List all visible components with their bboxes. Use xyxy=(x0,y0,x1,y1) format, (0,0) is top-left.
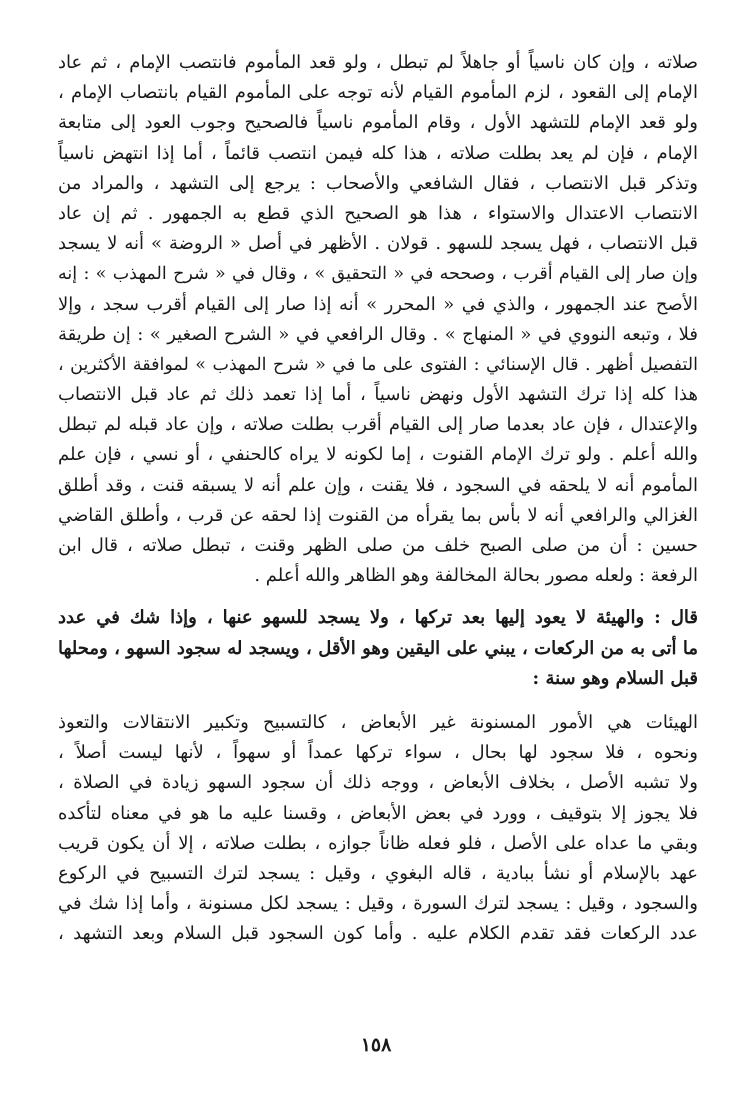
paragraph-commentary-2 xyxy=(58,708,698,950)
text-line: فلا يجوز إلا بتوقيف ، وورد في بعض الأبعاض ، وقسنا عليه ما هو في معناه لتأكده xyxy=(58,802,698,824)
text-line: هذا كله إذا ترك التشهد الأول ونهض ناسياً ، أما إذا تعمد ذلك ثم عاد قبل الانتصاب xyxy=(58,384,698,406)
page-number: ١٥٨ xyxy=(360,1034,392,1056)
text-line: الرفعة : ولعله مصور بحالة المخالفة وهو الظاهر والله أعلم . xyxy=(254,565,698,587)
text-line: وتذكر قبل الانتصاب ، فقال الشافعي والأصحاب : يرجع إلى التشهد ، والمراد من xyxy=(58,172,698,194)
text-line: الإمام ، فإن لم يعد بطلت صلاته ، هذا كله فيمن انتصب قائماً ، أما إذا انتهض ناسياً xyxy=(58,142,698,164)
text-line: قبل الانتصاب ، فهل يسجد للسهو . قولان . الأظهر في أصل « الروضة » أنه لا يسجد xyxy=(58,233,698,255)
text-line: ولا تشبه الأصل ، بخلاف الأبعاض ، ووجه ذلك أن سجود السهو زيادة في الصلاة ، xyxy=(58,772,698,794)
text-line: الإمام إلى القعود ، لزم المأموم القيام لأنه توجه على المأموم القيام بانتصاب الإمام ، xyxy=(58,82,698,104)
paragraph-matn xyxy=(58,603,698,694)
text-line: ونحوه ، فلا سجود لها بحال ، سواء تركها عمداً أو سهواً ، لأنها ليست أصلاً ، xyxy=(58,742,698,764)
text-line: قال : والهيئة لا يعود إليها بعد تركها ، ولا يسجد للسهو عنها ، وإذا شك في عدد xyxy=(58,607,698,629)
text-line: التفصيل أظهر . قال الإسنائي : الفتوى على ما في « شرح المهذب » لموافقة الأكثرين ، xyxy=(58,354,698,375)
text-line: عدد الركعات فقد تقدم الكلام عليه . وأما كون السجود قبل السلام وبعد التشهد ، xyxy=(58,923,698,945)
text-line: حسين : أن من صلى الصبح خلف من صلى الظهر وقنت ، تبطل صلاته ، قال ابن xyxy=(58,535,698,556)
paragraph-commentary-1 xyxy=(58,48,698,591)
text-line: ولو قعد الإمام للتشهد الأول ، وقام المأموم ناسياً فالصحيح وجوب العود إلى متابعة xyxy=(58,112,698,134)
text-line: الانتصاب الاعتدال والاستواء ، هذا هو الصحيح الذي قطع به الجمهور . ثم إن عاد xyxy=(58,202,698,224)
text-line: ما أتى به من الركعات ، يبني على اليقين وهو الأقل ، ويسجد له سجود السهو ، ومحلها xyxy=(58,637,698,659)
text-line: قبل السلام وهو سنة : xyxy=(532,667,698,689)
text-line: المأموم أنه لا يلحقه في السجود ، فلا يقنت ، وإن علم أنه لا يسبقه قنت ، وقد أطلق xyxy=(58,474,698,496)
text-line: الهيئات هي الأمور المسنونة غير الأبعاض ، كالتسبيح وتكبير الانتقالات والتعوذ xyxy=(58,711,698,733)
text-line: الأصح عند الجمهور ، والذي في « المحرر » أنه إذا صار إلى القيام أقرب سجد ، وإلا xyxy=(58,293,698,315)
text-line: وإن صار إلى القيام أقرب ، وصححه في « التحقيق » ، وقال في « شرح المهذب » : إنه xyxy=(58,264,698,285)
text-line: الغزالي والرافعي أنه لا بأس بما يقرأه من القنوت إذا لحقه عن قرب ، وأطلق القاضي xyxy=(58,504,698,526)
page-body xyxy=(58,48,698,949)
text-line: والسجود ، وقيل : يسجد لترك السورة ، وقيل : يسجد لكل مسنونة ، وأما إذا شك في xyxy=(58,893,698,915)
text-line: صلاته ، وإن كان ناسياً أو جاهلاً لم تبطل ، ولو قعد المأموم فانتصب الإمام ، ثم عاد xyxy=(58,52,698,73)
text-line: عهد بالإسلام أو نشأ ببادية ، قاله البغوي ، وقيل : يسجد لترك التسبيح في الركوع xyxy=(58,862,698,884)
text-line: والله أعلم . ولو ترك الإمام القنوت ، إما لكونه لا يراه كالحنفي ، أو نسي ، فإن علم xyxy=(58,444,698,466)
text-line: والإعتدال ، فإن عاد بعدما صار إلى القيام أقرب بطلت صلاته ، وإن عاد قبله لم تبطل xyxy=(58,414,698,436)
text-line: فلا ، وتبعه النووي في « المنهاج » . وقال الرافعي في « الشرح الصغير » : إن طريقة xyxy=(58,323,698,345)
text-line: وبقي ما عداه على الأصل ، فلو فعله ظاناً جوازه ، بطلت صلاته ، إلا أن يكون قريب xyxy=(58,832,698,854)
